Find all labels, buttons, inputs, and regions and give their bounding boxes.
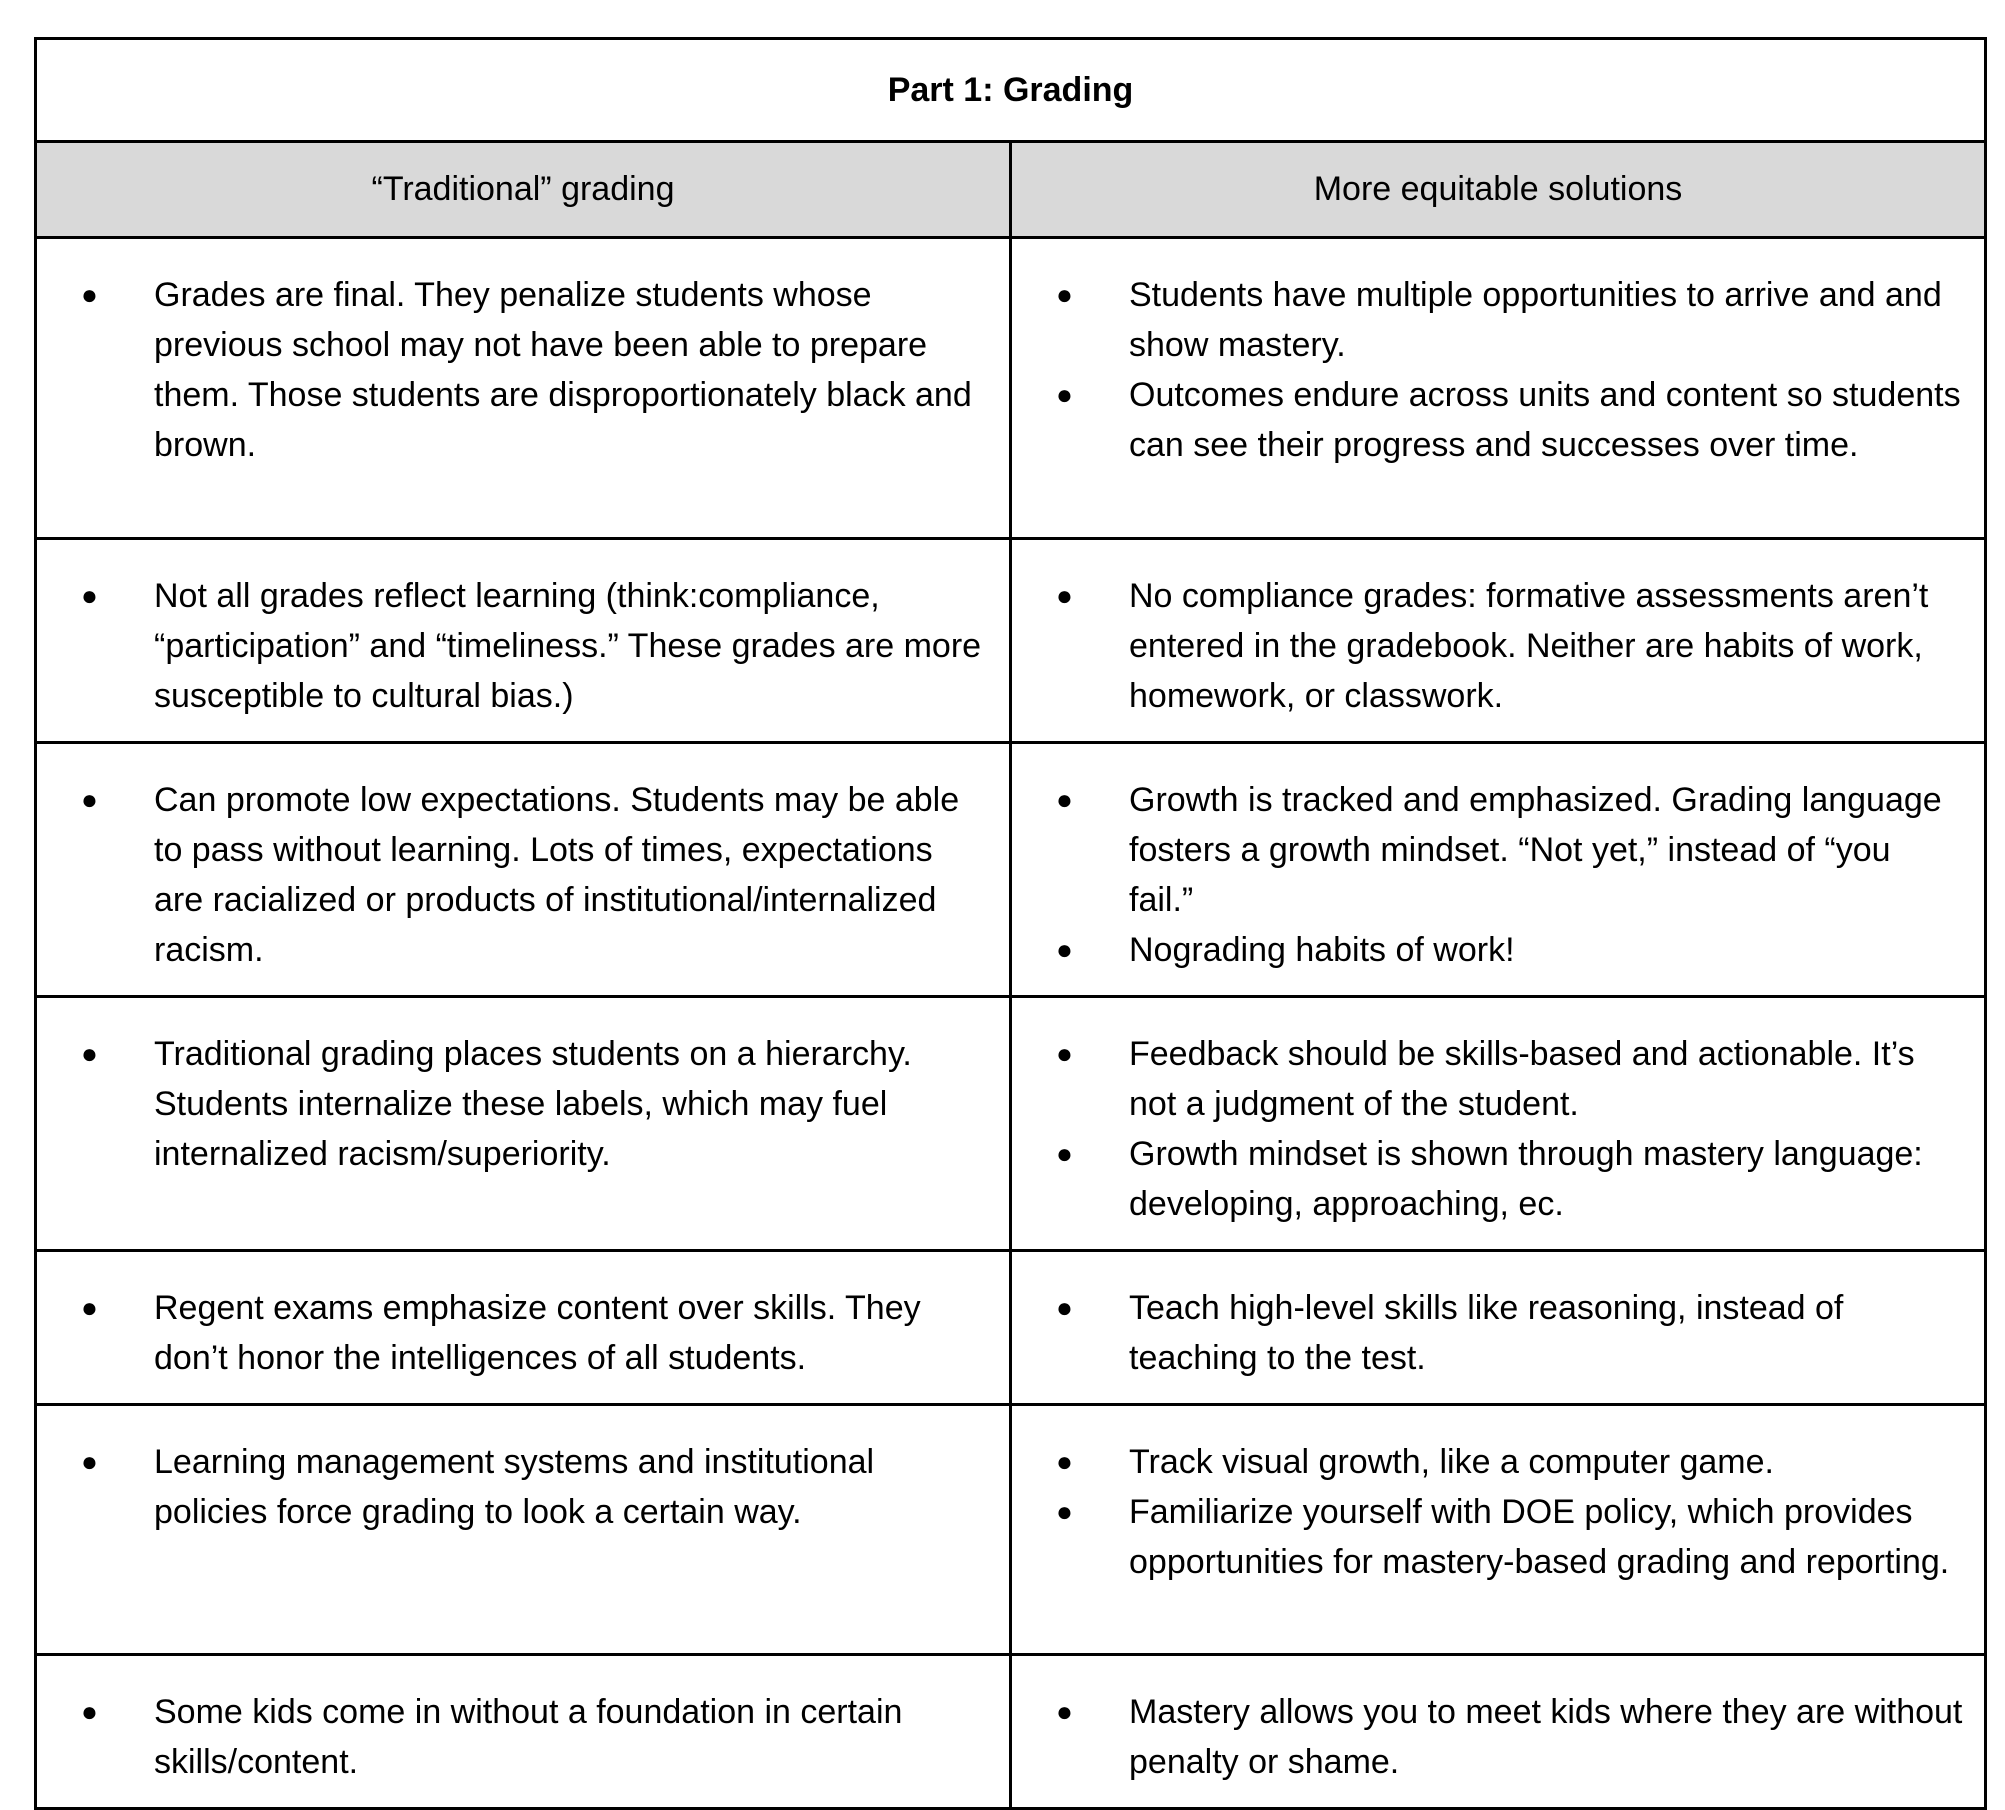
list-item-text: Traditional grading places students on a hierarchy. Students internalize these labels, which may fuel internalized racism/superiority. — [154, 1035, 912, 1173]
list-item-text: Growth mindset is shown through mastery language: developing, approaching, ec. — [1129, 1135, 1923, 1223]
list-item-text: Familiarize yourself with DOE policy, which provides opportunities for mastery-based grading and reporting. — [1129, 1493, 1950, 1581]
list-item — [37, 775, 989, 975]
list-item-text: Grades are final. They penalize students whose previous school may not have been able to prepare them. Those students are disproportionately black and brown. — [154, 276, 972, 464]
list-item — [1012, 1487, 1964, 1587]
list-item-text: Teach high-level skills like reasoning, instead of teaching to the test. — [1129, 1289, 1844, 1377]
bullet-icon: ● — [81, 279, 98, 310]
list-item — [37, 571, 989, 721]
bullet-list — [1012, 1252, 1984, 1403]
traditional-cell — [36, 1251, 1011, 1405]
list-item-text: Growth is tracked and emphasized. Grading language fosters a growth mindset. “Not yet,” instead of “you fail.” — [1129, 781, 1942, 919]
bullet-icon: ● — [1056, 1696, 1073, 1727]
bullet-icon: ● — [1056, 934, 1073, 965]
list-item — [1012, 571, 1964, 721]
list-item-text: Some kids come in without a foundation in certain skills/content. — [154, 1693, 903, 1781]
list-item — [37, 270, 989, 470]
bullet-list — [37, 540, 1009, 741]
traditional-cell — [36, 238, 1011, 539]
list-item — [1012, 1029, 1964, 1129]
table-row — [36, 743, 1986, 997]
list-item-text: Regent exams emphasize content over skills. They don’t honor the intelligences of all students. — [154, 1289, 921, 1377]
bullet-icon: ● — [81, 1696, 98, 1727]
bullet-list — [1012, 744, 1984, 995]
bullet-icon: ● — [1056, 279, 1073, 310]
list-item — [1012, 1129, 1964, 1229]
header-row — [36, 142, 1986, 238]
header-traditional-grading: “Traditional” grading — [36, 142, 1011, 238]
list-item — [1012, 775, 1964, 925]
bullet-icon: ● — [81, 784, 98, 815]
bullet-icon: ● — [81, 1292, 98, 1323]
bullet-list — [37, 744, 1009, 995]
bullet-icon: ● — [1056, 1038, 1073, 1069]
table-row — [36, 997, 1986, 1251]
bullet-icon: ● — [1056, 379, 1073, 410]
list-item — [37, 1687, 989, 1787]
bullet-list — [37, 998, 1009, 1199]
list-item — [1012, 1283, 1964, 1383]
bullet-icon: ● — [1056, 1292, 1073, 1323]
bullet-list — [37, 1406, 1009, 1557]
list-item-text: Learning management systems and institutional policies force grading to look a certain way. — [154, 1443, 875, 1531]
list-item-text: Can promote low expectations. Students may be able to pass without learning. Lots of times, expectations are racialized or products of institutional/internalized racism. — [154, 781, 960, 969]
table-row — [36, 1405, 1986, 1655]
list-item — [1012, 370, 1964, 470]
list-item-text: Outcomes endure across units and content so students can see their progress and successes over time. — [1129, 376, 1961, 464]
bullet-icon: ● — [81, 1038, 98, 1069]
list-item-text: Mastery allows you to meet kids where they are without penalty or shame. — [1129, 1693, 1963, 1781]
bullet-list — [37, 1656, 1009, 1807]
traditional-cell — [36, 1655, 1011, 1809]
bullet-icon: ● — [1056, 580, 1073, 611]
bullet-icon: ● — [1056, 1446, 1073, 1477]
list-item-text: Track visual growth, like a computer game. — [1129, 1443, 1774, 1481]
solution-cell — [1011, 1405, 1986, 1655]
bullet-icon: ● — [1056, 1496, 1073, 1527]
solution-cell — [1011, 997, 1986, 1251]
bullet-icon: ● — [81, 580, 98, 611]
list-item-text: Feedback should be skills-based and actionable. It’s not a judgment of the student. — [1129, 1035, 1915, 1123]
table-row — [36, 1655, 1986, 1809]
solution-cell — [1011, 1655, 1986, 1809]
list-item-text: Students have multiple opportunities to arrive and and show mastery. — [1129, 276, 1942, 364]
traditional-cell — [36, 1405, 1011, 1655]
grading-table — [34, 37, 1987, 1810]
list-item-text: Nograding habits of work! — [1129, 931, 1515, 969]
traditional-cell — [36, 743, 1011, 997]
table-row — [36, 1251, 1986, 1405]
solution-cell — [1011, 539, 1986, 743]
bullet-icon: ● — [1056, 784, 1073, 815]
title-row — [36, 39, 1986, 142]
bullet-list — [37, 1252, 1009, 1403]
table-title: Part 1: Grading — [36, 39, 1986, 142]
bullet-list — [1012, 1656, 1984, 1807]
table-row — [36, 238, 1986, 539]
solution-cell — [1011, 238, 1986, 539]
traditional-cell — [36, 539, 1011, 743]
list-item-text: Not all grades reflect learning (think:compliance, “participation” and “timeliness.” These grades are more susceptible to cultural bias.) — [154, 577, 982, 715]
list-item — [37, 1283, 989, 1383]
header-equitable-solutions: More equitable solutions — [1011, 142, 1986, 238]
list-item — [1012, 1437, 1964, 1487]
list-item — [1012, 925, 1964, 975]
solution-cell — [1011, 1251, 1986, 1405]
table-row — [36, 539, 1986, 743]
list-item-text: No compliance grades: formative assessments aren’t entered in the gradebook. Neither are habits of work, homework, or classwork. — [1129, 577, 1929, 715]
bullet-list — [1012, 998, 1984, 1249]
bullet-list — [37, 239, 1009, 490]
bullet-list — [1012, 1406, 1984, 1607]
list-item — [1012, 270, 1964, 370]
solution-cell — [1011, 743, 1986, 997]
list-item — [1012, 1687, 1964, 1787]
bullet-icon: ● — [1056, 1138, 1073, 1169]
bullet-list — [1012, 239, 1984, 490]
traditional-cell — [36, 997, 1011, 1251]
list-item — [37, 1437, 989, 1537]
list-item — [37, 1029, 989, 1179]
bullet-list — [1012, 540, 1984, 741]
bullet-icon: ● — [81, 1446, 98, 1477]
